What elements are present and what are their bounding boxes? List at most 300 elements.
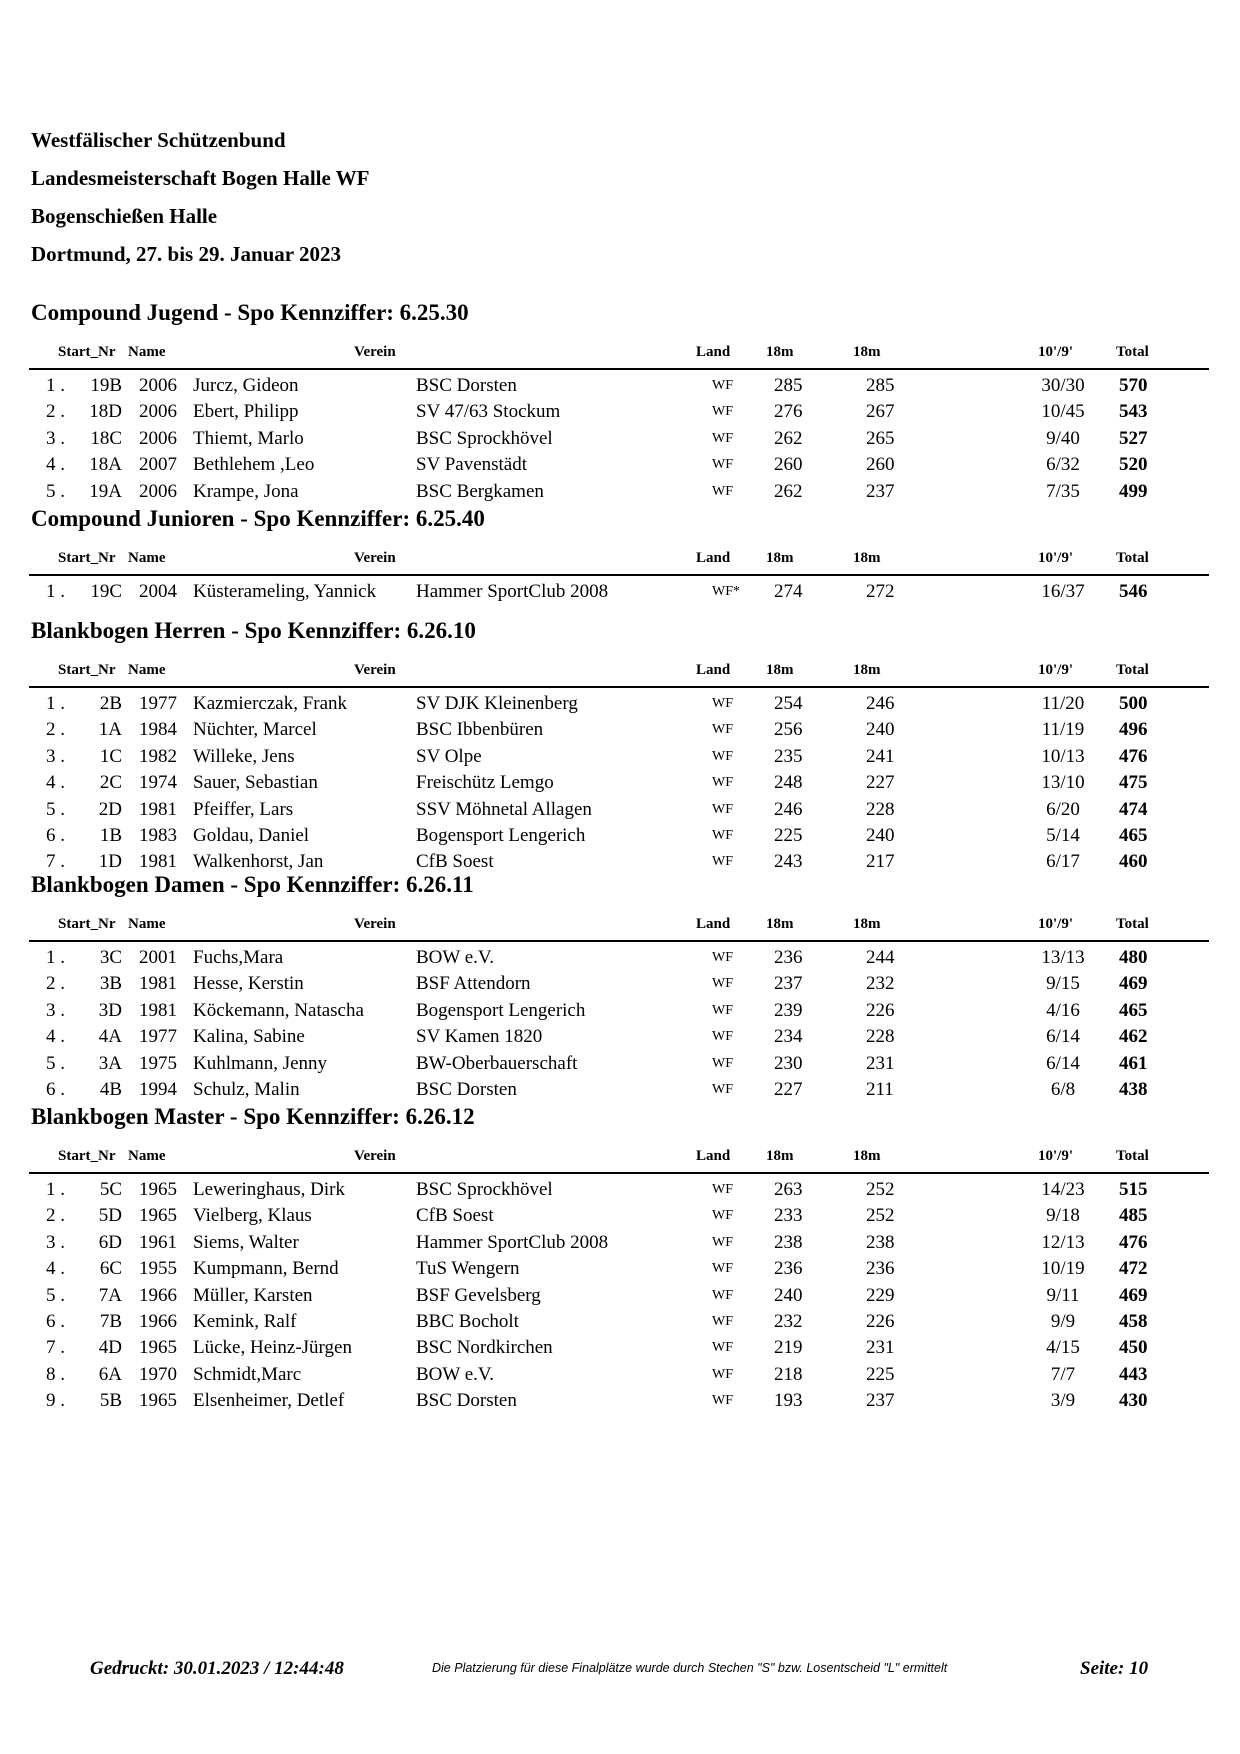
score-round2-cell: 240: [866, 824, 895, 846]
tens-nines-cell: 11/20: [1041, 693, 1085, 714]
column-header-row: [0, 916, 1240, 936]
results-table: [0, 1177, 1240, 1415]
score-round1-cell: 254: [774, 693, 803, 714]
score-round1-cell: 218: [774, 1363, 803, 1385]
birth-year-cell: 2004: [139, 581, 177, 602]
score-round2-cell: 227: [866, 772, 895, 794]
rank-cell: 3 .: [46, 999, 65, 1021]
table-row: [0, 971, 1240, 997]
tens-nines-cell: 7/35: [1046, 480, 1080, 502]
land-cell: WF: [712, 430, 733, 446]
start-number-cell: 19B: [90, 375, 122, 396]
score-round1-cell: 239: [774, 999, 803, 1021]
table-row: [0, 770, 1240, 796]
start-number-cell: 1B: [99, 824, 122, 846]
rank-cell: 2 .: [46, 973, 65, 995]
column-header-start-nr: Start_Nr: [58, 550, 116, 566]
start-number-cell: 3A: [98, 1052, 122, 1074]
start-number-cell: 6D: [98, 1231, 122, 1253]
birth-year-cell: 1970: [139, 1363, 177, 1385]
discipline-title: Bogenschießen Halle: [31, 204, 218, 228]
score-round2-cell: 217: [866, 851, 895, 873]
tens-nines-cell: 11/19: [1041, 719, 1085, 741]
birth-year-cell: 2006: [139, 375, 177, 396]
club-cell: SV Kamen 1820: [416, 1026, 543, 1048]
club-cell: SV Olpe: [416, 745, 482, 767]
athlete-name-cell: Schmidt,Marc: [193, 1363, 302, 1385]
score-round1-cell: 263: [774, 1179, 803, 1200]
header-divider: [29, 940, 1209, 942]
total-score-cell: 469: [1119, 1284, 1148, 1306]
club-cell: SV Pavenstädt: [416, 454, 528, 476]
total-score-cell: 469: [1119, 973, 1148, 995]
score-round1-cell: 230: [774, 1052, 803, 1074]
club-cell: CfB Soest: [416, 851, 494, 873]
score-round2-cell: 246: [866, 693, 895, 714]
athlete-name-cell: Nüchter, Marcel: [193, 719, 317, 741]
total-score-cell: 472: [1119, 1258, 1148, 1280]
land-cell: WF: [712, 801, 733, 817]
start-number-cell: 1A: [98, 719, 122, 741]
birth-year-cell: 1965: [139, 1337, 177, 1359]
rank-cell: 3 .: [46, 427, 65, 449]
club-cell: BW-Oberbauerschaft: [416, 1052, 578, 1074]
table-row: [0, 1362, 1240, 1388]
rank-cell: 1 .: [46, 1179, 65, 1200]
birth-year-cell: 2001: [139, 947, 177, 968]
rank-cell: 2 .: [46, 401, 65, 423]
header-divider: [29, 1172, 1209, 1174]
column-header-tens-nines: 10'/9': [1038, 662, 1074, 678]
birth-year-cell: 2006: [139, 480, 177, 502]
table-row: [0, 945, 1240, 971]
club-cell: CfB Soest: [416, 1205, 494, 1227]
placement-note: Die Platzierung für diese Finalplätze wurde durch Stechen "S" bzw. Losentscheid "L" ermittelt: [432, 1661, 948, 1675]
start-number-cell: 3C: [99, 947, 122, 968]
start-number-cell: 2C: [99, 772, 122, 794]
score-round2-cell: 265: [866, 427, 895, 449]
athlete-name-cell: Vielberg, Klaus: [193, 1205, 312, 1227]
athlete-name-cell: Pfeiffer, Lars: [193, 798, 294, 820]
score-round1-cell: 238: [774, 1231, 803, 1253]
score-round1-cell: 240: [774, 1284, 803, 1306]
club-cell: Freischütz Lemgo: [416, 772, 554, 794]
table-row: [0, 1203, 1240, 1229]
column-header-total: Total: [1116, 662, 1149, 678]
tens-nines-cell: 9/40: [1046, 427, 1080, 449]
tens-nines-cell: 6/17: [1046, 851, 1080, 873]
total-score-cell: 458: [1119, 1310, 1148, 1332]
start-number-cell: 3B: [99, 973, 122, 995]
score-round1-cell: 274: [774, 581, 803, 602]
column-header-row: [0, 344, 1240, 364]
athlete-name-cell: Küsterameling, Yannick: [193, 581, 377, 602]
rank-cell: 5 .: [46, 480, 65, 502]
score-round1-cell: 236: [774, 947, 803, 968]
athlete-name-cell: Kuhlmann, Jenny: [193, 1052, 328, 1074]
table-row: [0, 717, 1240, 743]
start-number-cell: 7B: [99, 1310, 122, 1332]
rank-cell: 5 .: [46, 798, 65, 820]
event-location-date: Dortmund, 27. bis 29. Januar 2023: [31, 242, 341, 266]
tens-nines-cell: 5/14: [1046, 824, 1080, 846]
rank-cell: 3 .: [46, 1231, 65, 1253]
score-round1-cell: 193: [774, 1390, 803, 1412]
score-round1-cell: 262: [774, 480, 803, 502]
land-cell: WF: [712, 483, 733, 499]
total-score-cell: 460: [1119, 851, 1148, 873]
total-score-cell: 480: [1119, 947, 1148, 968]
club-cell: BSF Attendorn: [416, 973, 531, 995]
rank-cell: 3 .: [46, 745, 65, 767]
club-cell: BSC Sprockhövel: [416, 1179, 553, 1200]
birth-year-cell: 1974: [139, 772, 177, 794]
column-header-row: [0, 662, 1240, 682]
column-header-total: Total: [1116, 1148, 1149, 1164]
tens-nines-cell: 16/37: [1041, 581, 1085, 602]
birth-year-cell: 1994: [139, 1078, 177, 1100]
score-round1-cell: 236: [774, 1258, 803, 1280]
column-header-tens-nines: 10'/9': [1038, 1148, 1074, 1164]
rank-cell: 1 .: [46, 693, 65, 714]
club-cell: BSC Dorsten: [416, 1390, 517, 1412]
total-score-cell: 520: [1119, 454, 1148, 476]
tens-nines-cell: 3/9: [1050, 1390, 1076, 1412]
column-header-distance-2: 18m: [853, 662, 881, 678]
club-cell: Hammer SportClub 2008: [416, 581, 609, 602]
column-header-verein: Verein: [354, 662, 396, 678]
total-score-cell: 570: [1119, 375, 1148, 396]
athlete-name-cell: Walkenhorst, Jan: [193, 851, 324, 873]
tens-nines-cell: 9/15: [1046, 973, 1080, 995]
table-row: [0, 426, 1240, 452]
total-score-cell: 476: [1119, 745, 1148, 767]
section-title: Blankbogen Herren - Spo Kennziffer: 6.26.10: [31, 618, 476, 643]
section-title: Compound Jugend - Spo Kennziffer: 6.25.30: [31, 300, 469, 325]
birth-year-cell: 1966: [139, 1310, 177, 1332]
section-title: Blankbogen Damen - Spo Kennziffer: 6.26.11: [31, 872, 474, 897]
results-table: [0, 373, 1240, 505]
table-row: [0, 1256, 1240, 1282]
tens-nines-cell: 14/23: [1041, 1179, 1085, 1200]
score-round2-cell: 285: [866, 375, 895, 396]
rank-cell: 6 .: [46, 824, 65, 846]
column-header-distance-1: 18m: [766, 916, 794, 932]
table-row: [0, 1309, 1240, 1335]
table-row: [0, 1024, 1240, 1050]
total-score-cell: 527: [1119, 427, 1148, 449]
column-header-distance-2: 18m: [853, 344, 881, 360]
score-round2-cell: 238: [866, 1231, 895, 1253]
birth-year-cell: 1982: [139, 745, 177, 767]
score-round1-cell: 285: [774, 375, 803, 396]
birth-year-cell: 2006: [139, 401, 177, 423]
athlete-name-cell: Bethlehem ,Leo: [193, 454, 315, 476]
athlete-name-cell: Willeke, Jens: [193, 745, 295, 767]
land-cell: WF: [712, 722, 733, 738]
total-score-cell: 462: [1119, 1026, 1148, 1048]
birth-year-cell: 1975: [139, 1052, 177, 1074]
club-cell: TuS Wengern: [416, 1258, 520, 1280]
tens-nines-cell: 10/45: [1041, 401, 1085, 423]
tens-nines-cell: 10/13: [1041, 745, 1085, 767]
rank-cell: 5 .: [46, 1284, 65, 1306]
athlete-name-cell: Kazmierczak, Frank: [193, 693, 348, 714]
rank-cell: 4 .: [46, 1026, 65, 1048]
column-header-name: Name: [128, 344, 166, 360]
tens-nines-cell: 6/32: [1046, 454, 1080, 476]
table-row: [0, 744, 1240, 770]
total-score-cell: 543: [1119, 401, 1148, 423]
score-round2-cell: 225: [866, 1363, 895, 1385]
land-cell: WF: [712, 1393, 733, 1409]
score-round1-cell: 246: [774, 798, 803, 820]
athlete-name-cell: Sauer, Sebastian: [193, 772, 318, 794]
section-title: Blankbogen Master - Spo Kennziffer: 6.26.12: [31, 1104, 475, 1129]
document-header: [31, 121, 370, 273]
score-round2-cell: 272: [866, 581, 895, 602]
score-round1-cell: 227: [774, 1078, 803, 1100]
start-number-cell: 1C: [99, 745, 122, 767]
score-round2-cell: 211: [866, 1078, 894, 1100]
total-score-cell: 515: [1119, 1179, 1148, 1200]
land-cell: WF: [712, 1261, 733, 1277]
land-cell: WF: [712, 378, 733, 393]
land-cell: WF: [712, 1002, 733, 1018]
score-round2-cell: 226: [866, 999, 895, 1021]
score-round2-cell: 252: [866, 1179, 895, 1200]
land-cell: WF: [712, 1340, 733, 1356]
athlete-name-cell: Ebert, Philipp: [193, 401, 299, 423]
land-cell: WF*: [712, 584, 740, 599]
rank-cell: 6 .: [46, 1310, 65, 1332]
column-header-verein: Verein: [354, 550, 396, 566]
club-cell: BSC Sprockhövel: [416, 427, 553, 449]
club-cell: BSC Dorsten: [416, 375, 517, 396]
start-number-cell: 2B: [99, 693, 122, 714]
column-header-tens-nines: 10'/9': [1038, 550, 1074, 566]
column-header-distance-2: 18m: [853, 1148, 881, 1164]
column-header-distance-1: 18m: [766, 662, 794, 678]
printed-timestamp: Gedruckt: 30.01.2023 / 12:44:48: [90, 1658, 344, 1679]
birth-year-cell: 1965: [139, 1390, 177, 1412]
tens-nines-cell: 4/16: [1046, 999, 1080, 1021]
land-cell: WF: [712, 1029, 733, 1045]
athlete-name-cell: Lücke, Heinz-Jürgen: [193, 1337, 352, 1359]
birth-year-cell: 1965: [139, 1205, 177, 1227]
total-score-cell: 443: [1119, 1363, 1148, 1385]
birth-year-cell: 1981: [139, 973, 177, 995]
land-cell: WF: [712, 1313, 733, 1329]
table-row: [0, 1051, 1240, 1077]
score-round1-cell: 262: [774, 427, 803, 449]
total-score-cell: 546: [1119, 581, 1148, 602]
start-number-cell: 2D: [98, 798, 122, 820]
start-number-cell: 6A: [98, 1363, 122, 1385]
total-score-cell: 476: [1119, 1231, 1148, 1253]
club-cell: BBC Bocholt: [416, 1310, 519, 1332]
championship-title: Landesmeisterschaft Bogen Halle WF: [31, 166, 370, 190]
table-row: [0, 1177, 1240, 1203]
land-cell: WF: [712, 1287, 733, 1303]
birth-year-cell: 1977: [139, 693, 177, 714]
score-round2-cell: 228: [866, 798, 895, 820]
table-row: [0, 823, 1240, 849]
rank-cell: 1 .: [46, 581, 65, 602]
club-cell: BSC Nordkirchen: [416, 1337, 553, 1359]
score-round1-cell: 248: [774, 772, 803, 794]
club-cell: BSC Dorsten: [416, 1078, 517, 1100]
results-table: [0, 579, 1240, 605]
birth-year-cell: 2006: [139, 427, 177, 449]
birth-year-cell: 1981: [139, 798, 177, 820]
results-table: [0, 945, 1240, 1103]
table-row: [0, 691, 1240, 717]
score-round2-cell: 237: [866, 1390, 895, 1412]
table-row: [0, 579, 1240, 605]
start-number-cell: 6C: [99, 1258, 122, 1280]
score-round2-cell: 240: [866, 719, 895, 741]
column-header-name: Name: [128, 1148, 166, 1164]
column-header-land: Land: [696, 344, 731, 360]
tens-nines-cell: 13/10: [1041, 772, 1085, 794]
rank-cell: 6 .: [46, 1078, 65, 1100]
score-round2-cell: 244: [866, 947, 895, 968]
score-round1-cell: 219: [774, 1337, 803, 1359]
land-cell: WF: [712, 1366, 733, 1382]
table-row: [0, 479, 1240, 505]
birth-year-cell: 1977: [139, 1026, 177, 1048]
score-round1-cell: 237: [774, 973, 803, 995]
land-cell: WF: [712, 1208, 733, 1224]
column-header-distance-1: 18m: [766, 344, 794, 360]
tens-nines-cell: 12/13: [1041, 1231, 1085, 1253]
start-number-cell: 5D: [98, 1205, 122, 1227]
club-cell: Bogensport Lengerich: [416, 999, 586, 1021]
land-cell: WF: [712, 1055, 733, 1071]
total-score-cell: 465: [1119, 824, 1148, 846]
score-round1-cell: 276: [774, 401, 803, 423]
club-cell: SV DJK Kleinenberg: [416, 693, 578, 714]
birth-year-cell: 1965: [139, 1179, 177, 1200]
total-score-cell: 461: [1119, 1052, 1148, 1074]
total-score-cell: 500: [1119, 693, 1148, 714]
column-header-start-nr: Start_Nr: [58, 662, 116, 678]
total-score-cell: 496: [1119, 719, 1148, 741]
column-header-name: Name: [128, 550, 166, 566]
page-footer: [0, 1658, 1240, 1682]
column-header-verein: Verein: [354, 916, 396, 932]
athlete-name-cell: Fuchs,Mara: [193, 947, 284, 968]
score-round2-cell: 260: [866, 454, 895, 476]
column-header-total: Total: [1116, 344, 1149, 360]
start-number-cell: 4B: [99, 1078, 122, 1100]
athlete-name-cell: Hesse, Kerstin: [193, 973, 304, 995]
score-round2-cell: 231: [866, 1052, 895, 1074]
table-row: [0, 998, 1240, 1024]
table-row: [0, 1230, 1240, 1256]
land-cell: WF: [712, 775, 733, 791]
tens-nines-cell: 13/13: [1041, 947, 1085, 968]
column-header-start-nr: Start_Nr: [58, 1148, 116, 1164]
score-round1-cell: 225: [774, 824, 803, 846]
start-number-cell: 1D: [98, 851, 122, 873]
tens-nines-cell: 10/19: [1041, 1258, 1085, 1280]
score-round1-cell: 256: [774, 719, 803, 741]
land-cell: WF: [712, 976, 733, 992]
start-number-cell: 18A: [89, 454, 122, 476]
athlete-name-cell: Goldau, Daniel: [193, 824, 310, 846]
rank-cell: 4 .: [46, 772, 65, 794]
federation-title: Westfälischer Schützenbund: [31, 128, 286, 152]
score-round1-cell: 243: [774, 851, 803, 873]
rank-cell: 9 .: [46, 1390, 65, 1412]
tens-nines-cell: 9/18: [1046, 1205, 1080, 1227]
column-header-start-nr: Start_Nr: [58, 344, 116, 360]
table-row: [0, 1077, 1240, 1103]
birth-year-cell: 1981: [139, 851, 177, 873]
club-cell: BSF Gevelsberg: [416, 1284, 541, 1306]
tens-nines-cell: 6/14: [1046, 1026, 1080, 1048]
rank-cell: 8 .: [46, 1363, 65, 1385]
land-cell: WF: [712, 950, 733, 965]
rank-cell: 1 .: [46, 947, 65, 968]
table-row: [0, 399, 1240, 425]
column-header-row: [0, 1148, 1240, 1168]
column-header-distance-1: 18m: [766, 1148, 794, 1164]
rank-cell: 4 .: [46, 1258, 65, 1280]
total-score-cell: 438: [1119, 1078, 1148, 1100]
athlete-name-cell: Kumpmann, Bernd: [193, 1258, 339, 1280]
total-score-cell: 485: [1119, 1205, 1148, 1227]
score-round2-cell: 226: [866, 1310, 895, 1332]
athlete-name-cell: Jurcz, Gideon: [193, 375, 299, 396]
table-row: [0, 1283, 1240, 1309]
column-header-distance-2: 18m: [853, 550, 881, 566]
column-header-name: Name: [128, 662, 166, 678]
start-number-cell: 5B: [99, 1390, 122, 1412]
score-round2-cell: 232: [866, 973, 895, 995]
tens-nines-cell: 9/9: [1050, 1310, 1076, 1332]
rank-cell: 7 .: [46, 1337, 65, 1359]
column-header-verein: Verein: [354, 1148, 396, 1164]
score-round2-cell: 241: [866, 745, 895, 767]
club-cell: SSV Möhnetal Allagen: [416, 798, 592, 820]
table-row: [0, 452, 1240, 478]
tens-nines-cell: 6/8: [1050, 1078, 1076, 1100]
total-score-cell: 450: [1119, 1337, 1148, 1359]
club-cell: SV 47/63 Stockum: [416, 401, 561, 423]
results-table: [0, 691, 1240, 876]
score-round2-cell: 236: [866, 1258, 895, 1280]
start-number-cell: 18C: [90, 427, 122, 449]
start-number-cell: 18D: [89, 401, 122, 423]
score-round1-cell: 235: [774, 745, 803, 767]
column-header-tens-nines: 10'/9': [1038, 344, 1074, 360]
table-row: [0, 1388, 1240, 1414]
score-round2-cell: 237: [866, 480, 895, 502]
column-header-distance-2: 18m: [853, 916, 881, 932]
athlete-name-cell: Kalina, Sabine: [193, 1026, 305, 1048]
rank-cell: 5 .: [46, 1052, 65, 1074]
header-divider: [29, 686, 1209, 688]
start-number-cell: 19C: [90, 581, 122, 602]
total-score-cell: 499: [1119, 480, 1148, 502]
start-number-cell: 4D: [98, 1337, 122, 1359]
athlete-name-cell: Müller, Karsten: [193, 1284, 313, 1306]
rank-cell: 1 .: [46, 375, 65, 396]
birth-year-cell: 1983: [139, 824, 177, 846]
